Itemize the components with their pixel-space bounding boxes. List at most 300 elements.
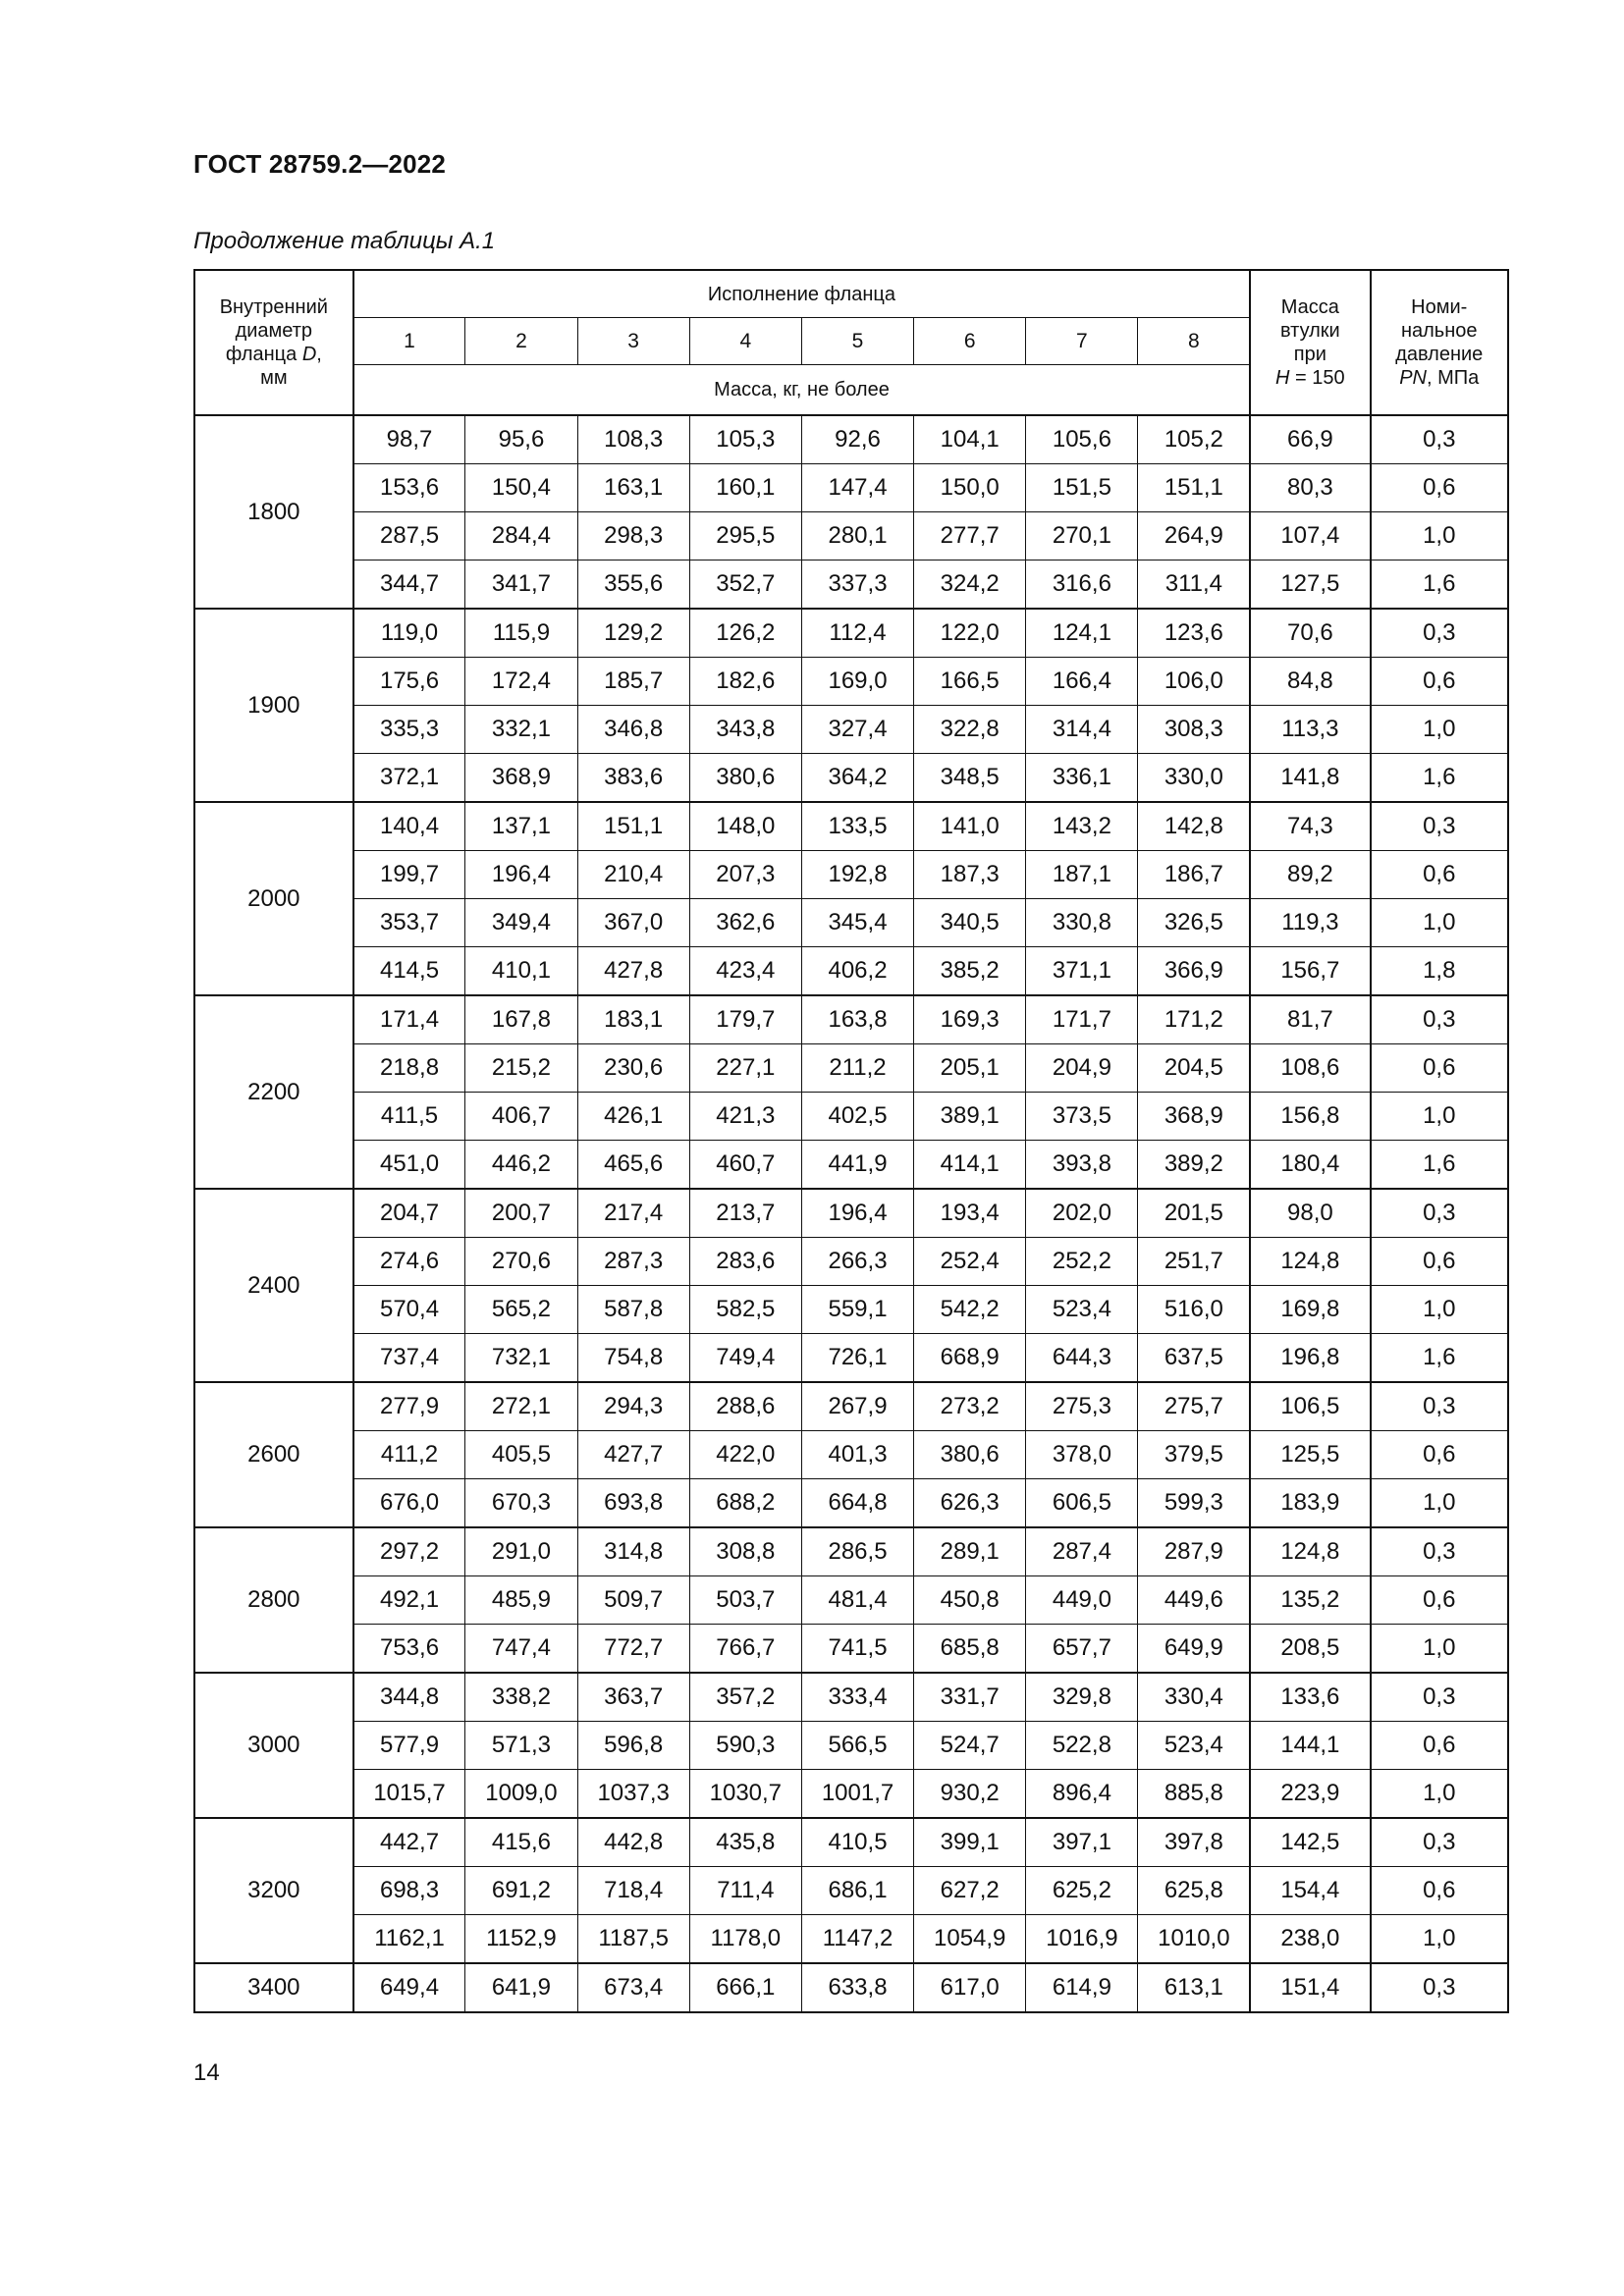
mass-cell: 1187,5: [577, 1915, 689, 1964]
mass-cell: 291,0: [465, 1527, 577, 1576]
mass-cell: 566,5: [801, 1722, 913, 1770]
column-number: 6: [914, 318, 1026, 365]
mass-cell: 316,6: [1026, 561, 1138, 610]
mass-cell: 163,8: [801, 995, 913, 1044]
mass-cell: 378,0: [1026, 1431, 1138, 1479]
table-row: [194, 1189, 1508, 1238]
mass-cell: 368,9: [465, 754, 577, 803]
hub-mass-cell: 66,9: [1250, 415, 1370, 464]
mass-cell: 183,1: [577, 995, 689, 1044]
table-row: [194, 561, 1508, 610]
mass-cell: 205,1: [914, 1044, 1026, 1093]
mass-cell: 385,2: [914, 947, 1026, 996]
pressure-cell: 0,3: [1371, 995, 1509, 1044]
mass-cell: 287,9: [1138, 1527, 1250, 1576]
hub-mass-cell: 208,5: [1250, 1625, 1370, 1674]
hub-mass-cell: 89,2: [1250, 851, 1370, 899]
mass-cell: 371,1: [1026, 947, 1138, 996]
mass-cell: 450,8: [914, 1576, 1026, 1625]
column-number: 7: [1026, 318, 1138, 365]
mass-cell: 426,1: [577, 1093, 689, 1141]
mass-cell: 389,1: [914, 1093, 1026, 1141]
pressure-cell: 1,6: [1371, 1141, 1509, 1190]
mass-cell: 399,1: [914, 1818, 1026, 1867]
mass-cell: 196,4: [465, 851, 577, 899]
table-row: [194, 899, 1508, 947]
mass-cell: 202,0: [1026, 1189, 1138, 1238]
mass-cell: 124,1: [1026, 609, 1138, 658]
mass-cell: 673,4: [577, 1963, 689, 2012]
mass-cell: 367,0: [577, 899, 689, 947]
mass-cell: 160,1: [689, 464, 801, 512]
mass-cell: 685,8: [914, 1625, 1026, 1674]
mass-cell: 772,7: [577, 1625, 689, 1674]
mass-cell: 523,4: [1138, 1722, 1250, 1770]
mass-cell: 330,0: [1138, 754, 1250, 803]
hub-mass-cell: 106,5: [1250, 1382, 1370, 1431]
mass-cell: 1015,7: [353, 1770, 465, 1819]
mass-cell: 411,2: [353, 1431, 465, 1479]
mass-cell: 753,6: [353, 1625, 465, 1674]
mass-cell: 668,9: [914, 1334, 1026, 1383]
table-row: [194, 947, 1508, 996]
table-row: [194, 1286, 1508, 1334]
mass-cell: 1001,7: [801, 1770, 913, 1819]
diameter-cell: 2000: [194, 802, 353, 995]
mass-cell: 352,7: [689, 561, 801, 610]
mass-cell: 406,7: [465, 1093, 577, 1141]
pressure-cell: 0,3: [1371, 1189, 1509, 1238]
mass-cell: 582,5: [689, 1286, 801, 1334]
pressure-cell: 1,0: [1371, 1093, 1509, 1141]
mass-cell: 446,2: [465, 1141, 577, 1190]
mass-cell: 617,0: [914, 1963, 1026, 2012]
mass-cell: 294,3: [577, 1382, 689, 1431]
mass-cell: 171,4: [353, 995, 465, 1044]
mass-cell: 693,8: [577, 1479, 689, 1528]
mass-cell: 1054,9: [914, 1915, 1026, 1964]
pressure-cell: 0,3: [1371, 609, 1509, 658]
hub-mass-cell: 169,8: [1250, 1286, 1370, 1334]
mass-cell: 340,5: [914, 899, 1026, 947]
hub-mass-cell: 74,3: [1250, 802, 1370, 851]
mass-cell: 410,1: [465, 947, 577, 996]
mass-cell: 175,6: [353, 658, 465, 706]
mass-cell: 1009,0: [465, 1770, 577, 1819]
mass-cell: 349,4: [465, 899, 577, 947]
mass-cell: 380,6: [689, 754, 801, 803]
mass-cell: 1030,7: [689, 1770, 801, 1819]
mass-cell: 451,0: [353, 1141, 465, 1190]
mass-cell: 410,5: [801, 1818, 913, 1867]
mass-cell: 192,8: [801, 851, 913, 899]
table-row: [194, 1625, 1508, 1674]
table-row: [194, 1479, 1508, 1528]
mass-cell: 182,6: [689, 658, 801, 706]
mass-cell: 644,3: [1026, 1334, 1138, 1383]
table-row: [194, 1527, 1508, 1576]
hub-mass-cell: 133,6: [1250, 1673, 1370, 1722]
table-row: [194, 1576, 1508, 1625]
table-row: [194, 1431, 1508, 1479]
mass-cell: 217,4: [577, 1189, 689, 1238]
diameter-cell: 2800: [194, 1527, 353, 1673]
table-row: [194, 415, 1508, 464]
mass-cell: 308,8: [689, 1527, 801, 1576]
mass-cell: 633,8: [801, 1963, 913, 2012]
table-row: [194, 658, 1508, 706]
hub-mass-cell: 223,9: [1250, 1770, 1370, 1819]
hub-mass-cell: 113,3: [1250, 706, 1370, 754]
table-row: [194, 512, 1508, 561]
mass-cell: 151,5: [1026, 464, 1138, 512]
hub-mass-cell: 98,0: [1250, 1189, 1370, 1238]
mass-cell: 626,3: [914, 1479, 1026, 1528]
hub-mass-cell: 80,3: [1250, 464, 1370, 512]
mass-cell: 171,7: [1026, 995, 1138, 1044]
diameter-cell: 1900: [194, 609, 353, 802]
mass-cell: 346,8: [577, 706, 689, 754]
mass-cell: 151,1: [577, 802, 689, 851]
flange-mass-table: [193, 269, 1509, 2013]
column-number: 2: [465, 318, 577, 365]
mass-cell: 137,1: [465, 802, 577, 851]
mass-cell: 336,1: [1026, 754, 1138, 803]
pressure-cell: 1,6: [1371, 561, 1509, 610]
hub-mass-cell: 154,4: [1250, 1867, 1370, 1915]
pressure-cell: 1,0: [1371, 1625, 1509, 1674]
mass-cell: 199,7: [353, 851, 465, 899]
mass-cell: 227,1: [689, 1044, 801, 1093]
table-row: [194, 1722, 1508, 1770]
mass-cell: 326,5: [1138, 899, 1250, 947]
mass-cell: 1016,9: [1026, 1915, 1138, 1964]
hub-mass-cell: 141,8: [1250, 754, 1370, 803]
mass-cell: 657,7: [1026, 1625, 1138, 1674]
mass-cell: 322,8: [914, 706, 1026, 754]
mass-cell: 204,9: [1026, 1044, 1138, 1093]
mass-cell: 98,7: [353, 415, 465, 464]
mass-cell: 754,8: [577, 1334, 689, 1383]
mass-cell: 596,8: [577, 1722, 689, 1770]
mass-cell: 332,1: [465, 706, 577, 754]
mass-cell: 397,1: [1026, 1818, 1138, 1867]
mass-cell: 1178,0: [689, 1915, 801, 1964]
table-row: [194, 1818, 1508, 1867]
mass-cell: 344,8: [353, 1673, 465, 1722]
mass-cell: 492,1: [353, 1576, 465, 1625]
mass-cell: 366,9: [1138, 947, 1250, 996]
mass-cell: 686,1: [801, 1867, 913, 1915]
mass-cell: 383,6: [577, 754, 689, 803]
mass-cell: 599,3: [1138, 1479, 1250, 1528]
mass-cell: 627,2: [914, 1867, 1026, 1915]
mass-cell: 266,3: [801, 1238, 913, 1286]
mass-cell: 215,2: [465, 1044, 577, 1093]
mass-cell: 275,7: [1138, 1382, 1250, 1431]
page-number: 14: [193, 2059, 220, 2086]
pressure-cell: 1,0: [1371, 706, 1509, 754]
mass-cell: 427,7: [577, 1431, 689, 1479]
column-number: 1: [353, 318, 465, 365]
mass-cell: 272,1: [465, 1382, 577, 1431]
hub-mass-cell: 156,7: [1250, 947, 1370, 996]
hub-mass-cell: 107,4: [1250, 512, 1370, 561]
mass-cell: 92,6: [801, 415, 913, 464]
hub-mass-header: Масса втулки при H = 150: [1250, 270, 1370, 415]
mass-cell: 570,4: [353, 1286, 465, 1334]
diameter-cell: 3000: [194, 1673, 353, 1818]
column-number: 4: [689, 318, 801, 365]
mass-cell: 414,1: [914, 1141, 1026, 1190]
mass-cell: 435,8: [689, 1818, 801, 1867]
mass-cell: 187,1: [1026, 851, 1138, 899]
mass-cell: 688,2: [689, 1479, 801, 1528]
mass-cell: 172,4: [465, 658, 577, 706]
mass-cell: 414,5: [353, 947, 465, 996]
mass-cell: 691,2: [465, 1867, 577, 1915]
pressure-cell: 0,3: [1371, 415, 1509, 464]
table-row: [194, 1867, 1508, 1915]
mass-cell: 286,5: [801, 1527, 913, 1576]
mass-cell: 422,0: [689, 1431, 801, 1479]
mass-cell: 625,8: [1138, 1867, 1250, 1915]
document-code: ГОСТ 28759.2—2022: [193, 149, 447, 179]
mass-cell: 284,4: [465, 512, 577, 561]
mass-cell: 338,2: [465, 1673, 577, 1722]
mass-cell: 333,4: [801, 1673, 913, 1722]
mass-cell: 344,7: [353, 561, 465, 610]
mass-cell: 95,6: [465, 415, 577, 464]
table-row: [194, 1915, 1508, 1964]
mass-cell: 397,8: [1138, 1818, 1250, 1867]
mass-cell: 106,0: [1138, 658, 1250, 706]
mass-cell: 741,5: [801, 1625, 913, 1674]
mass-cell: 148,0: [689, 802, 801, 851]
mass-cell: 150,0: [914, 464, 1026, 512]
mass-cell: 442,7: [353, 1818, 465, 1867]
mass-cell: 251,7: [1138, 1238, 1250, 1286]
mass-cell: 587,8: [577, 1286, 689, 1334]
pressure-cell: 0,3: [1371, 1673, 1509, 1722]
mass-cell: 362,6: [689, 899, 801, 947]
table-row: [194, 1963, 1508, 2012]
mass-cell: 606,5: [1026, 1479, 1138, 1528]
mass-cell: 614,9: [1026, 1963, 1138, 2012]
table-row: [194, 754, 1508, 803]
table-row: [194, 1673, 1508, 1722]
mass-cell: 330,8: [1026, 899, 1138, 947]
diameter-cell: 2600: [194, 1382, 353, 1527]
mass-cell: 427,8: [577, 947, 689, 996]
mass-cell: 123,6: [1138, 609, 1250, 658]
mass-cell: 115,9: [465, 609, 577, 658]
hub-mass-cell: 142,5: [1250, 1818, 1370, 1867]
mass-cell: 442,8: [577, 1818, 689, 1867]
pressure-cell: 1,0: [1371, 1286, 1509, 1334]
mass-cell: 393,8: [1026, 1141, 1138, 1190]
mass-cell: 167,8: [465, 995, 577, 1044]
mass-cell: 666,1: [689, 1963, 801, 2012]
mass-cell: 252,4: [914, 1238, 1026, 1286]
mass-cell: 885,8: [1138, 1770, 1250, 1819]
column-number: 8: [1138, 318, 1250, 365]
hub-mass-cell: 183,9: [1250, 1479, 1370, 1528]
pressure-cell: 1,0: [1371, 1479, 1509, 1528]
mass-cell: 449,0: [1026, 1576, 1138, 1625]
mass-cell: 143,2: [1026, 802, 1138, 851]
pressure-cell: 0,6: [1371, 1867, 1509, 1915]
hub-mass-cell: 81,7: [1250, 995, 1370, 1044]
mass-cell: 577,9: [353, 1722, 465, 1770]
mass-cell: 330,4: [1138, 1673, 1250, 1722]
pressure-cell: 0,3: [1371, 1963, 1509, 2012]
mass-cell: 649,4: [353, 1963, 465, 2012]
mass-cell: 379,5: [1138, 1431, 1250, 1479]
mass-cell: 201,5: [1138, 1189, 1250, 1238]
table-header: [194, 270, 1508, 415]
pressure-cell: 0,6: [1371, 1044, 1509, 1093]
mass-cell: 280,1: [801, 512, 913, 561]
mass-cell: 331,7: [914, 1673, 1026, 1722]
mass-cell: 311,4: [1138, 561, 1250, 610]
mass-cell: 314,8: [577, 1527, 689, 1576]
diameter-cell: 1800: [194, 415, 353, 609]
mass-cell: 637,5: [1138, 1334, 1250, 1383]
pressure-cell: 0,3: [1371, 1818, 1509, 1867]
mass-cell: 104,1: [914, 415, 1026, 464]
mass-cell: 314,4: [1026, 706, 1138, 754]
table-caption: Продолжение таблицы А.1: [193, 228, 496, 254]
pressure-cell: 1,0: [1371, 899, 1509, 947]
hub-mass-cell: 84,8: [1250, 658, 1370, 706]
mass-cell: 509,7: [577, 1576, 689, 1625]
mass-cell: 185,7: [577, 658, 689, 706]
mass-cell: 380,6: [914, 1431, 1026, 1479]
pressure-cell: 0,6: [1371, 1576, 1509, 1625]
mass-cell: 747,4: [465, 1625, 577, 1674]
mass-cell: 122,0: [914, 609, 1026, 658]
mass-cell: 345,4: [801, 899, 913, 947]
mass-cell: 105,3: [689, 415, 801, 464]
mass-cell: 542,2: [914, 1286, 1026, 1334]
mass-cell: 274,6: [353, 1238, 465, 1286]
column-number: 3: [577, 318, 689, 365]
mass-cell: 641,9: [465, 1963, 577, 2012]
mass-cell: 273,2: [914, 1382, 1026, 1431]
table-row: [194, 995, 1508, 1044]
mass-cell: 133,5: [801, 802, 913, 851]
diameter-cell: 3400: [194, 1963, 353, 2012]
pressure-cell: 0,6: [1371, 464, 1509, 512]
pressure-cell: 0,3: [1371, 1527, 1509, 1576]
mass-cell: 411,5: [353, 1093, 465, 1141]
mass-cell: 465,6: [577, 1141, 689, 1190]
mass-cell: 1010,0: [1138, 1915, 1250, 1964]
mass-cell: 327,4: [801, 706, 913, 754]
table-row: [194, 609, 1508, 658]
mass-cell: 105,2: [1138, 415, 1250, 464]
mass-cell: 406,2: [801, 947, 913, 996]
mass-cell: 559,1: [801, 1286, 913, 1334]
diameter-header: Внутренний диаметр фланца D, мм: [194, 270, 353, 415]
mass-cell: 676,0: [353, 1479, 465, 1528]
mass-cell: 277,9: [353, 1382, 465, 1431]
table-row: [194, 464, 1508, 512]
mass-cell: 405,5: [465, 1431, 577, 1479]
mass-cell: 353,7: [353, 899, 465, 947]
pressure-cell: 1,6: [1371, 1334, 1509, 1383]
mass-cell: 357,2: [689, 1673, 801, 1722]
mass-cell: 329,8: [1026, 1673, 1138, 1722]
mass-cell: 364,2: [801, 754, 913, 803]
mass-cell: 565,2: [465, 1286, 577, 1334]
mass-cell: 348,5: [914, 754, 1026, 803]
mass-cell: 169,0: [801, 658, 913, 706]
mass-cell: 288,6: [689, 1382, 801, 1431]
table-row: [194, 802, 1508, 851]
pressure-cell: 0,6: [1371, 1431, 1509, 1479]
mass-cell: 298,3: [577, 512, 689, 561]
mass-cell: 718,4: [577, 1867, 689, 1915]
mass-cell: 423,4: [689, 947, 801, 996]
pressure-cell: 0,3: [1371, 802, 1509, 851]
pressure-cell: 0,6: [1371, 851, 1509, 899]
table-body: [194, 415, 1508, 2012]
mass-cell: 287,4: [1026, 1527, 1138, 1576]
mass-cell: 275,3: [1026, 1382, 1138, 1431]
mass-cell: 343,8: [689, 706, 801, 754]
table-row: [194, 1141, 1508, 1190]
mass-cell: 213,7: [689, 1189, 801, 1238]
mass-cell: 218,8: [353, 1044, 465, 1093]
diameter-cell: 3200: [194, 1818, 353, 1963]
pressure-cell: 1,6: [1371, 754, 1509, 803]
mass-cell: 449,6: [1138, 1576, 1250, 1625]
mass-cell: 335,3: [353, 706, 465, 754]
execution-header: Исполнение фланца: [353, 270, 1251, 318]
hub-mass-cell: 135,2: [1250, 1576, 1370, 1625]
mass-cell: 151,1: [1138, 464, 1250, 512]
hub-mass-cell: 125,5: [1250, 1431, 1370, 1479]
hub-mass-cell: 144,1: [1250, 1722, 1370, 1770]
mass-cell: 523,4: [1026, 1286, 1138, 1334]
mass-cell: 930,2: [914, 1770, 1026, 1819]
mass-cell: 571,3: [465, 1722, 577, 1770]
mass-cell: 166,4: [1026, 658, 1138, 706]
hub-mass-cell: 156,8: [1250, 1093, 1370, 1141]
pressure-cell: 1,0: [1371, 1770, 1509, 1819]
mass-cell: 415,6: [465, 1818, 577, 1867]
mass-cell: 441,9: [801, 1141, 913, 1190]
mass-cell: 460,7: [689, 1141, 801, 1190]
hub-mass-cell: 151,4: [1250, 1963, 1370, 2012]
mass-cell: 613,1: [1138, 1963, 1250, 2012]
mass-cell: 126,2: [689, 609, 801, 658]
pressure-header: Номи- нальное давление PN, МПа: [1371, 270, 1509, 415]
mass-cell: 169,3: [914, 995, 1026, 1044]
mass-cell: 711,4: [689, 1867, 801, 1915]
hub-mass-cell: 108,6: [1250, 1044, 1370, 1093]
mass-cell: 485,9: [465, 1576, 577, 1625]
mass-cell: 516,0: [1138, 1286, 1250, 1334]
mass-cell: 341,7: [465, 561, 577, 610]
mass-cell: 503,7: [689, 1576, 801, 1625]
mass-cell: 389,2: [1138, 1141, 1250, 1190]
mass-cell: 337,3: [801, 561, 913, 610]
pressure-cell: 0,6: [1371, 1722, 1509, 1770]
mass-cell: 287,3: [577, 1238, 689, 1286]
